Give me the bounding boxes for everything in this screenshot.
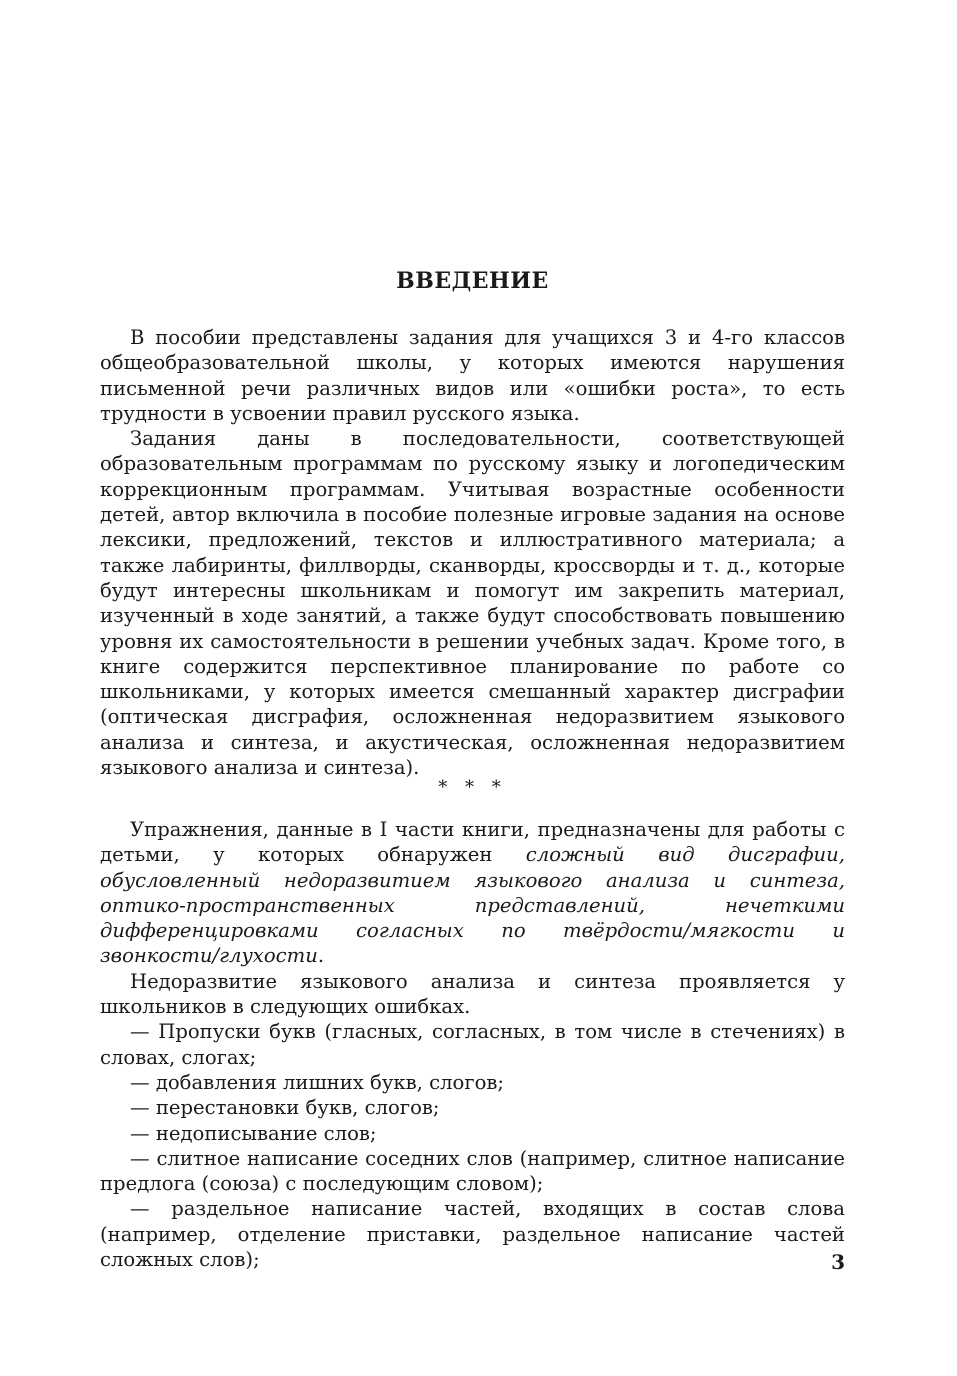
exercises-italic-text: сложный вид дисграфии, обусловленный недоразвитием языкового анализа и синтеза, оптико-пространственных представлений, нечеткими дифференцировками согласных по твёрдости/мягкости и звонкости/глухости.	[100, 843, 845, 968]
exercises-paragraph	[100, 817, 845, 969]
error-list-item: — недописывание слов;	[130, 1121, 377, 1145]
intro-paragraph-2: Задания даны в последовательности, соответствующей образовательным программам по русскому языку и логопедическим коррекционным программам. Учитывая возрастные особенности детей, автор включила в пособие полезные игровые задания на основе лексики, предложений, текстов и иллюстративного материала; а также лабиринты, филлворды, сканворды, кроссворды и т. д., которые будут интересны школьникам и помогут им закрепить материал, изученный в ходе занятий, а также будут способствовать повышению уровня их самостоятельности в решении учебных задач. Кроме того, в книге содержится перспективное планирование по работе со школьниками, у которых имеется смешанный характер дисграфии (оптическая дисграфия, осложненная недоразвитием языкового анализа и синтеза, и акустическая, осложненная недоразвитием языкового анализа и синтеза).	[100, 427, 845, 780]
page-title: ВВЕДЕНИЕ	[396, 268, 549, 294]
document-page	[100, 0, 845, 1376]
section-separator: * * *	[438, 777, 507, 798]
error-list-item: — перестановки букв, слогов;	[130, 1096, 440, 1120]
errors-section	[100, 817, 845, 1272]
error-list-item: — добавления лишних букв, слогов;	[130, 1070, 505, 1094]
page-number: 3	[831, 1250, 845, 1274]
errors-intro-paragraph: Недоразвитие языкового анализа и синтеза проявляется у школьников в следующих ошибках.	[100, 969, 845, 1019]
exercises-lead-text: Упражнения, данные в I части книги, предназначены для работы с детьми, у которых обнаружен	[100, 818, 845, 867]
intro-section	[100, 325, 845, 780]
error-list-item: — слитное написание соседних слов (например, слитное написание предлога (союза) с последующим словом);	[100, 1146, 845, 1196]
error-list-item: — раздельное написание частей, входящих в состав слова (например, отделение приставки, раздельное написание частей сложных слов);	[100, 1197, 845, 1272]
error-list-item: — Пропуски букв (гласных, согласных, в том числе в стечениях) в словах, слогах;	[100, 1020, 845, 1069]
intro-paragraph-1: В пособии представлены задания для учащихся 3 и 4-го классов общеобразовательной школы, у которых имеются нарушения письменной речи различных видов или «ошибки роста», то есть трудности в усвоении правил русского языка.	[100, 326, 845, 425]
